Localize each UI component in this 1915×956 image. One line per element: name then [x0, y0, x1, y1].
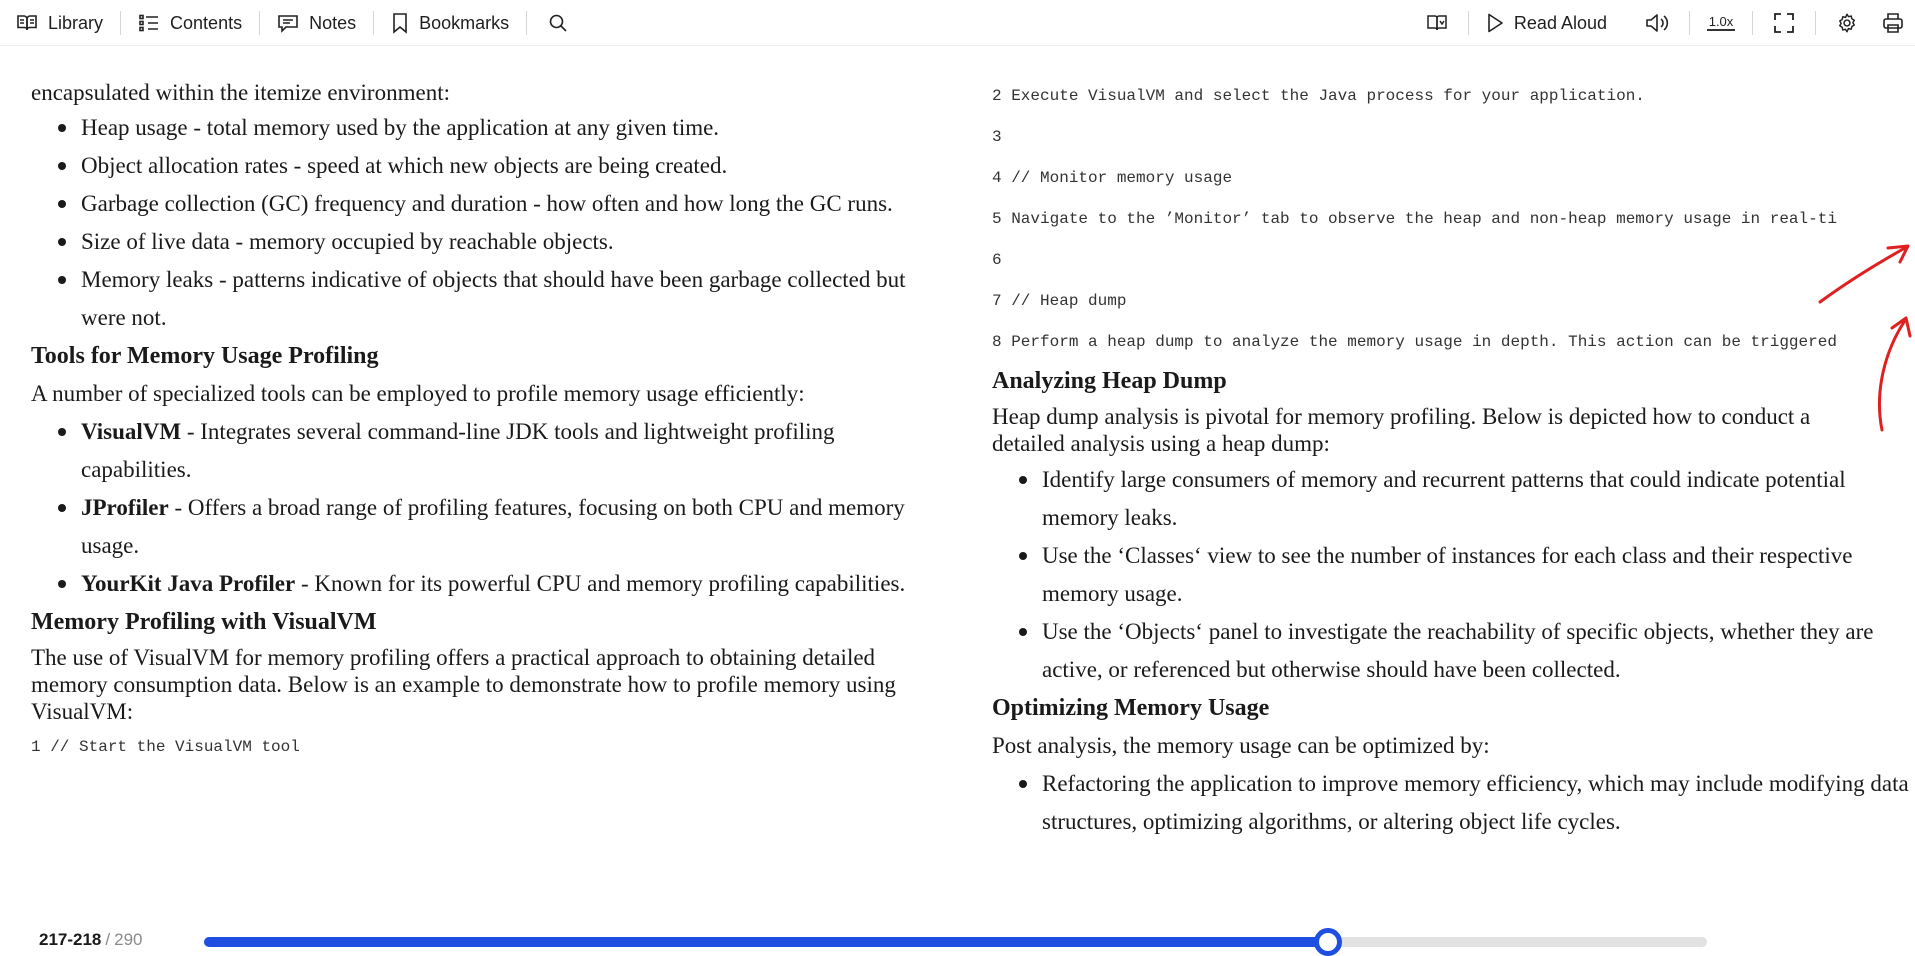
- list-item: Identify large consumers of memory and recurrent patterns that could indicate potential memory leaks.: [1042, 461, 1912, 537]
- toolbar-divider: [259, 11, 260, 35]
- note-icon: [277, 13, 299, 33]
- intro-text: encapsulated within the itemize environment:: [31, 80, 450, 105]
- code-block: [992, 86, 1915, 362]
- tool-name: YourKit Java Profiler: [81, 571, 296, 596]
- toolbar-left-group: [16, 0, 572, 46]
- code-line: 3: [992, 128, 1002, 146]
- audio-icon: [1645, 12, 1671, 34]
- section-heading-optimizing: Optimizing Memory Usage: [992, 695, 1270, 721]
- heap-dump-list: [1042, 461, 1912, 689]
- page-indicator: [39, 930, 143, 950]
- list-item: Garbage collection (GC) frequency and duration - how often and how long the GC runs.: [81, 185, 921, 223]
- print-button[interactable]: [1879, 8, 1907, 38]
- section-heading-heap-dump: Analyzing Heap Dump: [992, 368, 1227, 394]
- bookmarks-label: Bookmarks: [419, 12, 510, 33]
- book-icon: [16, 13, 38, 33]
- settings-button[interactable]: [1833, 8, 1861, 38]
- list-item: [81, 565, 921, 603]
- read-aloud-button[interactable]: [1486, 8, 1607, 38]
- code-line: 4 // Monitor memory usage: [992, 169, 1233, 187]
- heap-dump-paragraph: Heap dump analysis is pivotal for memory profiling. Below is depicted how to conduct a detailed analysis using a heap dump:: [992, 404, 1811, 456]
- notes-label: Notes: [309, 12, 357, 33]
- list-item: Object allocation rates - speed at which new objects are being created.: [81, 147, 921, 185]
- search-button[interactable]: [544, 8, 572, 38]
- toolbar-divider: [526, 11, 527, 35]
- list-item: Use the ‘Classes‘ view to see the number of instances for each class and their respective memory usage.: [1042, 537, 1912, 613]
- list-item: Memory leaks - patterns indicative of objects that should have been garbage collected but were not.: [81, 261, 921, 337]
- reader-toolbar: [0, 0, 1915, 46]
- annotation-arrow-lower: [1879, 322, 1904, 430]
- tool-description: - Offers a broad range of profiling features, focusing on both CPU and memory usage.: [81, 495, 905, 558]
- annotation-arrow-upper: [1820, 248, 1905, 302]
- code-line: 2 Execute VisualVM and select the Java process for your application.: [992, 87, 1645, 105]
- contents-label: Contents: [170, 12, 243, 33]
- play-icon: [1486, 12, 1504, 34]
- section-heading-visualvm: Memory Profiling with VisualVM: [31, 609, 377, 635]
- fullscreen-icon: [1773, 12, 1795, 34]
- annotation-arrows: [1800, 230, 1915, 470]
- toolbar-divider: [1631, 11, 1632, 35]
- list-item: Size of live data - memory occupied by reachable objects.: [81, 223, 921, 261]
- list-item: [81, 489, 921, 565]
- tool-description: - Integrates several command-line JDK tools and lightweight profiling capabilities.: [81, 419, 835, 482]
- bookmarks-button[interactable]: [391, 8, 509, 38]
- page-progress-bar: [0, 920, 1915, 956]
- speed-value: 1.0x: [1708, 14, 1734, 29]
- settings-gear-icon: [1836, 12, 1858, 34]
- list-item: [81, 413, 921, 489]
- tool-name: VisualVM: [81, 419, 182, 444]
- progress-fill: [204, 937, 1328, 947]
- toolbar-divider: [1689, 11, 1690, 35]
- code-line: 1 // Start the VisualVM tool: [31, 738, 300, 756]
- total-pages: 290: [114, 930, 143, 949]
- list-item: Refactoring the application to improve memory efficiency, which may include modifying data structures, optimizing algorithms, or altering object life cycles.: [1042, 765, 1912, 841]
- bookmark-icon: [391, 12, 409, 34]
- toolbar-divider: [1468, 11, 1469, 35]
- visualvm-paragraph: The use of VisualVM for memory profiling offers a practical approach to obtaining detailed memory consumption data. Below is an example to demonstrate how to profile memory using VisualVM:: [31, 645, 896, 724]
- voice-options-button[interactable]: [1644, 8, 1672, 38]
- search-icon: [548, 13, 568, 33]
- progress-track[interactable]: [204, 937, 1707, 947]
- code-line: 6: [992, 251, 1002, 269]
- toolbar-right-group: [1423, 0, 1915, 46]
- page-separator: /: [105, 930, 111, 949]
- tools-intro-text: A number of specialized tools can be employed to profile memory usage efficiently:: [31, 381, 805, 406]
- tool-description: - Known for its powerful CPU and memory profiling capabilities.: [295, 571, 906, 596]
- speed-button[interactable]: [1707, 8, 1735, 38]
- toolbar-divider: [373, 11, 374, 35]
- left-page: [31, 74, 921, 757]
- toolbar-divider: [1815, 11, 1816, 35]
- immersive-reader-button[interactable]: [1423, 8, 1451, 38]
- current-page: 217-218: [39, 930, 102, 949]
- list-item: Heap usage - total memory used by the application at any given time.: [81, 109, 921, 147]
- library-label: Library: [48, 12, 104, 33]
- read-aloud-label: Read Aloud: [1513, 12, 1607, 33]
- toolbar-divider: [120, 11, 121, 35]
- notes-button[interactable]: [277, 8, 356, 38]
- code-line: 8 Perform a heap dump to analyze the memory usage in depth. This action can be triggered: [992, 333, 1837, 351]
- right-page: [992, 86, 1915, 906]
- list-item: Use the ‘Objects‘ panel to investigate the reachability of specific objects, whether they are active, or referenced but otherwise should have been collected.: [1042, 613, 1912, 689]
- progress-slider-handle[interactable]: [1314, 928, 1342, 956]
- contents-button[interactable]: [138, 8, 242, 38]
- metrics-list: [81, 109, 921, 337]
- print-icon: [1882, 12, 1904, 34]
- tool-name: JProfiler: [81, 495, 169, 520]
- code-line: 5 Navigate to the ’Monitor’ tab to observe the heap and non-heap memory usage in real-ti: [992, 210, 1837, 228]
- toolbar-divider: [1752, 11, 1753, 35]
- optimizing-paragraph: Post analysis, the memory usage can be optimized by:: [992, 733, 1490, 758]
- reader-mode-icon: [1426, 13, 1448, 33]
- list-icon: [138, 13, 160, 33]
- tools-list: [81, 413, 921, 603]
- library-button[interactable]: [16, 8, 103, 38]
- fullscreen-button[interactable]: [1770, 8, 1798, 38]
- section-heading-tools: Tools for Memory Usage Profiling: [31, 343, 379, 369]
- optimizing-list: [1042, 765, 1912, 841]
- code-line: 7 // Heap dump: [992, 292, 1127, 310]
